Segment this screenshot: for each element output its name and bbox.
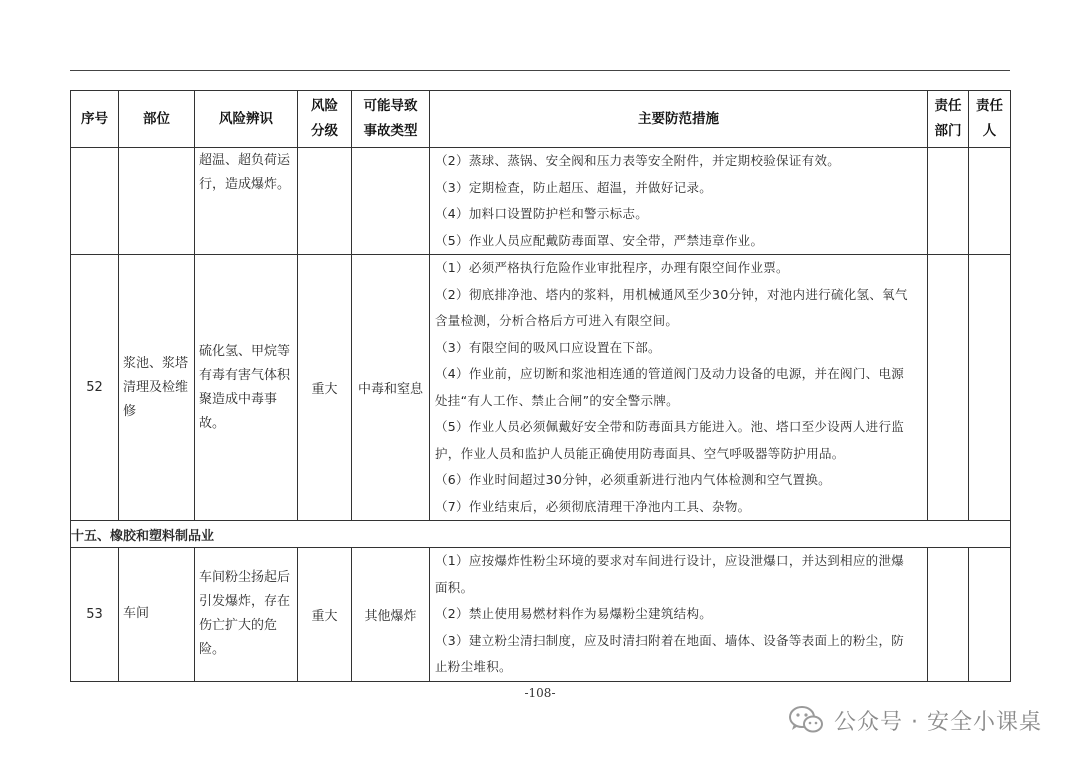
- cell-location: [119, 255, 195, 521]
- cell-location: [119, 148, 195, 255]
- table-row-continued: [71, 148, 1011, 255]
- header-person-line1: 责任: [976, 98, 1003, 114]
- wechat-icon: [788, 705, 824, 735]
- cell-location: [119, 548, 195, 682]
- measure-line: 护，作业人员和监护人员能正确使用防毒面具、空气呼吸器等防护用品。: [435, 445, 845, 461]
- watermark-text: 公众号 · 安全小课桌: [834, 709, 1042, 735]
- cell-accident-type: 其他爆炸: [352, 548, 430, 682]
- measure-line: （3）有限空间的吸风口应设置在下部。: [435, 339, 661, 355]
- header-accident-line1: 可能导致: [363, 98, 418, 114]
- header-accident-type: [352, 91, 430, 148]
- table-row-53: [71, 548, 1011, 682]
- measure-line: （2）彻底排净池、塔内的浆料，用机械通风至少30分钟，对池内进行硫化氢、氧气: [435, 286, 908, 302]
- header-person: [969, 91, 1011, 148]
- measure-line: （4）作业前，应切断和浆池相连通的管道阀门及动力设备的电源，并在阀门、电源: [435, 366, 905, 381]
- risk-identification-text: 超温、超负荷运行，造成爆炸。: [199, 153, 291, 192]
- header-accident-line2: 事故类型: [363, 123, 418, 139]
- watermark: [788, 700, 1042, 740]
- risk-identification-text: 车间粉尘扬起后引发爆炸，存在伤亡扩大的危险。: [199, 570, 291, 658]
- header-dept-line2: 部门: [934, 123, 962, 139]
- cell-risk-identification: [195, 548, 298, 682]
- location-text: 车间: [123, 606, 150, 622]
- measure-line: （5）作业人员必须佩戴好安全带和防毒面具方能进入。池、塔口至少设两人进行监: [435, 419, 905, 434]
- header-location: 部位: [119, 91, 195, 148]
- header-dept-line1: 责任: [934, 98, 962, 114]
- cell-seq: 52: [71, 255, 119, 521]
- page-number: -108-: [524, 686, 556, 700]
- table-row-52: [71, 255, 1011, 521]
- measure-line: （7）作业结束后，必须彻底清理干净池内工具、杂物。: [435, 498, 751, 514]
- header-seq: 序号: [71, 91, 119, 148]
- header-dept: [928, 91, 969, 148]
- cell-measures: [430, 548, 928, 682]
- cell-accident-type: 中毒和窒息: [352, 255, 430, 521]
- header-risk-level-line2: 分级: [311, 123, 338, 139]
- measure-line: 止粉尘堆积。: [435, 659, 512, 674]
- measure-line: （4）加料口设置防护栏和警示标志。: [435, 206, 649, 221]
- cell-seq: [71, 148, 119, 255]
- cell-measures: [430, 148, 928, 255]
- header-person-line2: 人: [982, 123, 997, 139]
- measure-line: 面积。: [435, 579, 474, 595]
- cell-measures: [430, 255, 928, 521]
- measure-line: （6）作业时间超过30分钟，必须重新进行池内气体检测和空气置换。: [435, 472, 831, 487]
- measure-line: （3）定期检查，防止超压、超温，并做好记录。: [435, 179, 713, 195]
- cell-person: [969, 255, 1011, 521]
- cell-risk-identification: [195, 255, 298, 521]
- header-risk-level-line1: 风险: [311, 98, 338, 114]
- measure-line: 含量检测，分析合格后方可进入有限空间。: [435, 313, 679, 328]
- header-risk-level: [298, 91, 352, 148]
- measure-line: （1）应按爆炸性粉尘环境的要求对车间进行设计，应设泄爆口，并达到相应的泄爆: [435, 553, 905, 568]
- section-title: 十五、橡胶和塑料制品业: [71, 521, 1011, 548]
- cell-dept: [928, 548, 969, 682]
- header-risk-identification: 风险辨识: [195, 91, 298, 148]
- table-header-row: [71, 91, 1011, 148]
- cell-risk-identification: [195, 148, 298, 255]
- cell-risk-level: 重大: [298, 255, 352, 521]
- cell-person: [969, 148, 1011, 255]
- cell-risk-level: [298, 148, 352, 255]
- header-measures: 主要防范措施: [430, 91, 928, 148]
- measure-line: 处挂“有人工作、禁止合闸”的安全警示牌。: [435, 392, 679, 408]
- header-rule: [70, 70, 1010, 71]
- measure-line: （2）禁止使用易燃材料作为易爆粉尘建筑结构。: [435, 606, 713, 621]
- section-row: [71, 521, 1011, 548]
- measure-line: （5）作业人员应配戴防毒面罩、安全带，严禁违章作业。: [435, 232, 764, 248]
- cell-seq: 53: [71, 548, 119, 682]
- cell-dept: [928, 255, 969, 521]
- risk-identification-text: 硫化氢、甲烷等有毒有害气体积聚造成中毒事故。: [199, 343, 291, 431]
- risk-table: [70, 90, 1011, 682]
- cell-dept: [928, 148, 969, 255]
- cell-risk-level: 重大: [298, 548, 352, 682]
- measure-line: （2）蒸球、蒸锅、安全阀和压力表等安全附件，并定期校验保证有效。: [435, 153, 841, 168]
- measure-line: （1）必须严格执行危险作业审批程序，办理有限空间作业票。: [435, 260, 789, 275]
- cell-person: [969, 548, 1011, 682]
- location-text: 浆池、浆塔清理及检维修: [123, 355, 189, 419]
- cell-accident-type: [352, 148, 430, 255]
- measure-line: （3）建立粉尘清扫制度，应及时清扫附着在地面、墙体、设备等表面上的粉尘，防: [435, 632, 905, 648]
